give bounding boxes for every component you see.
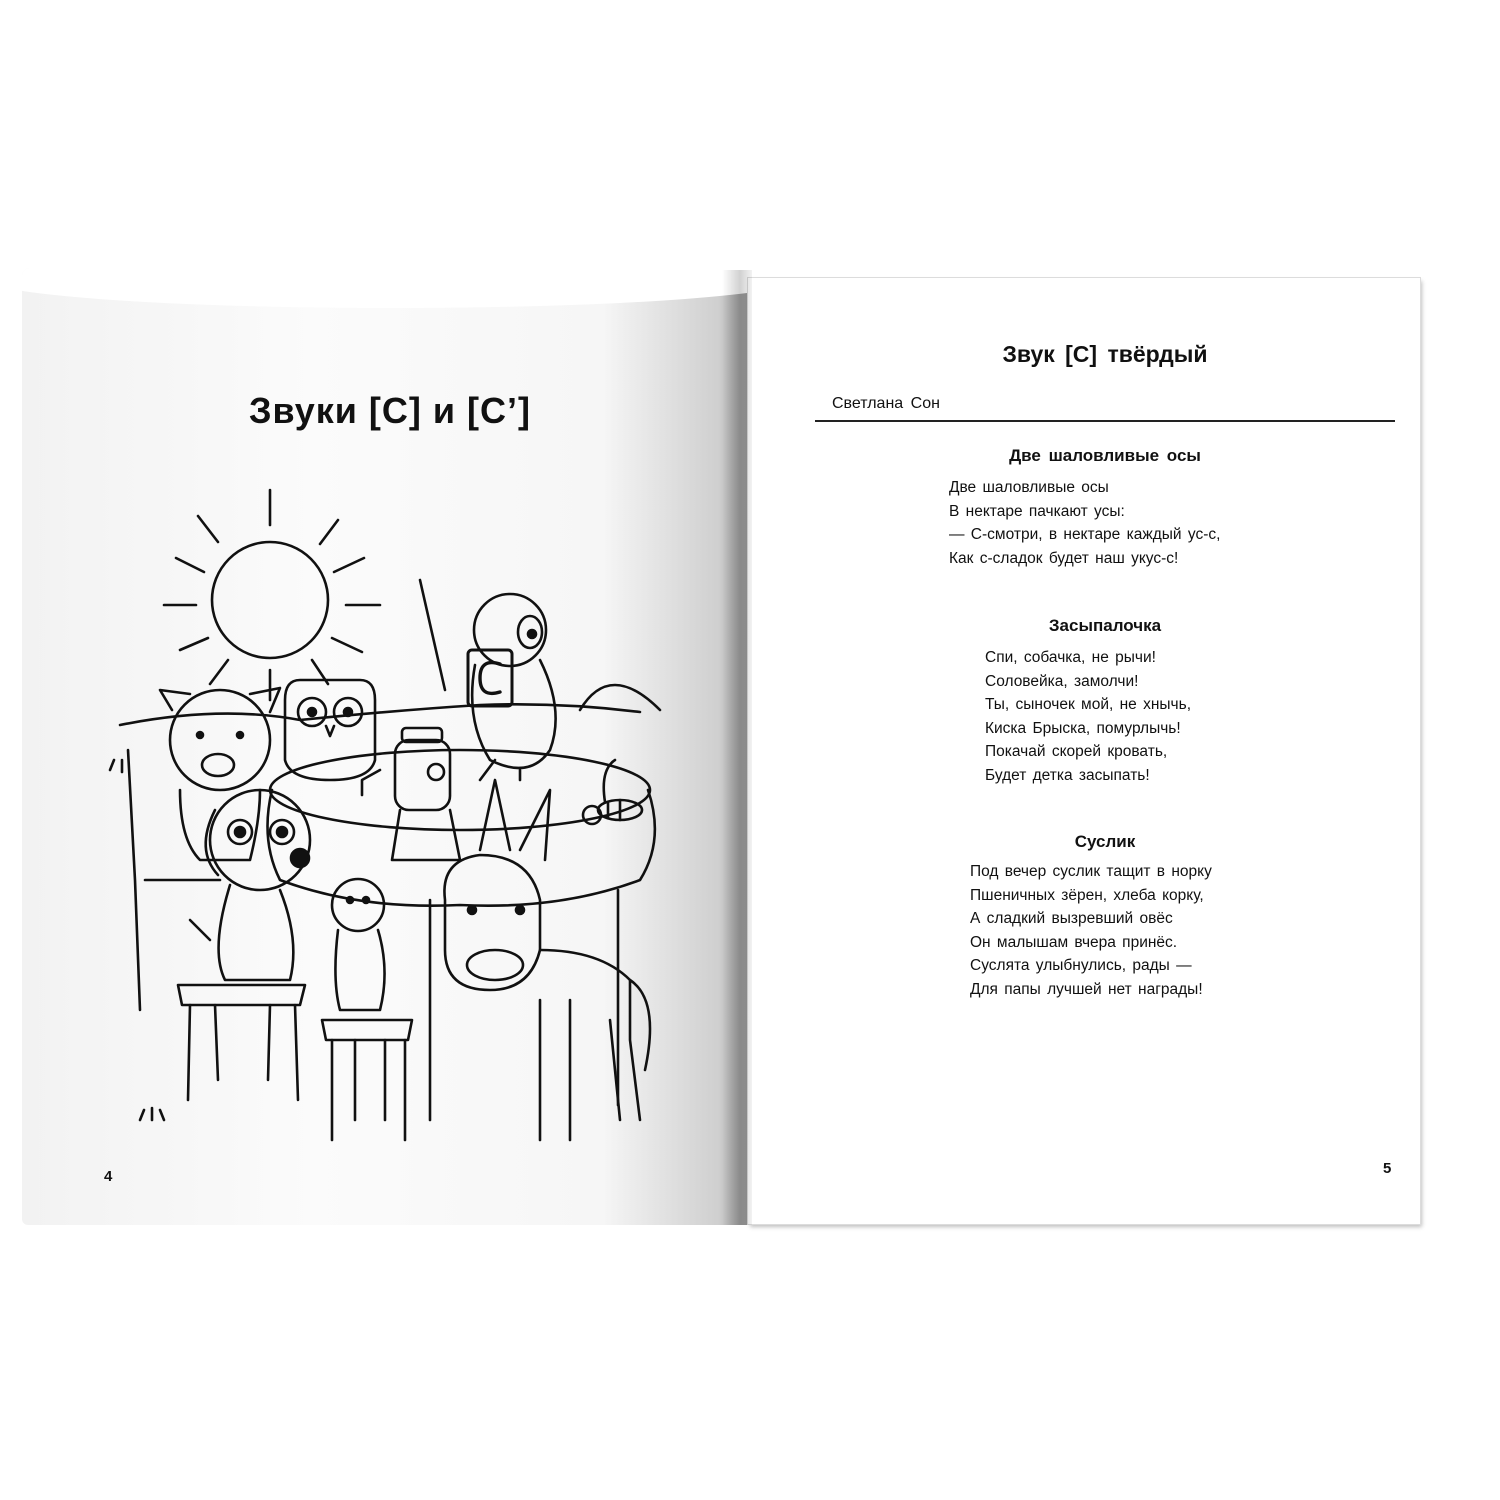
poem-body: [985, 646, 1191, 788]
samovar-icon: [362, 728, 460, 860]
coloring-illustration: [100, 480, 680, 1150]
poem-line: Для папы лучшей нет награды!: [970, 980, 1203, 998]
left-page-number: 4: [104, 1168, 113, 1185]
poem-line: Под вечер суслик тащит в норку: [970, 863, 1212, 880]
poem-line: В нектаре пачкают усы:: [949, 502, 1125, 520]
poem-body: [970, 860, 1212, 1002]
author-name: Светлана Сон: [832, 395, 940, 412]
poem-line: Киска Брыска, помурлычь!: [985, 719, 1181, 737]
book-gutter: [722, 270, 752, 1225]
poem-line: Он малышам вчера принёс.: [970, 933, 1178, 951]
owl-icon: [285, 680, 375, 780]
poem-line: Суслята улыбнулись, рады —: [970, 957, 1192, 975]
left-page-title: Звуки [С] и [С’]: [248, 390, 532, 431]
poem-body: [949, 476, 1220, 570]
poem-line: Ты, сыночек мой, не хнычь,: [985, 696, 1191, 714]
poem-line: Спи, собачка, не рычи!: [985, 649, 1156, 666]
poem-line: Как с-сладок будет наш укус-с!: [949, 549, 1179, 567]
poem-line: — С-смотри, в нектаре каждый ус-с,: [949, 526, 1221, 544]
right-page-title: Звук [С] твёрдый: [1002, 341, 1208, 367]
title-divider: [815, 420, 1395, 422]
gopher-icon: [332, 879, 385, 1010]
poem-line: Пшеничных зёрен, хлеба корку,: [970, 886, 1204, 904]
poem-title: Засыпалочка: [1048, 616, 1162, 635]
poem-title: Две шаловливые осы: [1009, 446, 1201, 465]
poem-line: Две шаловливые осы: [949, 479, 1109, 496]
sun-icon: [164, 490, 380, 700]
poem-line: Соловейка, замолчи!: [985, 672, 1139, 690]
poem-title: Суслик: [1074, 832, 1136, 851]
right-page-number: 5: [1383, 1160, 1392, 1177]
poem-line: Покачай скорей кровать,: [985, 743, 1168, 761]
poem-line: А сладкий вызревший овёс: [970, 910, 1173, 928]
poem-line: Будет детка засыпать!: [985, 766, 1150, 784]
